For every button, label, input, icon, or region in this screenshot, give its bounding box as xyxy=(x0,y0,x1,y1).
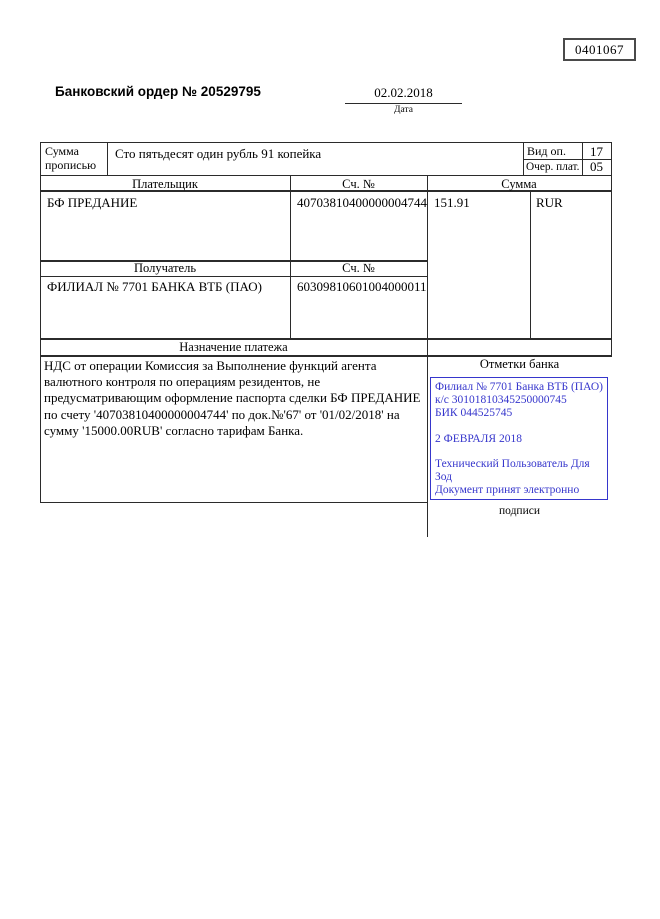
amount-words-label: Сумма прописью xyxy=(45,144,97,172)
table-grid-line xyxy=(523,142,524,175)
amount-header: Сумма xyxy=(501,177,537,191)
recipient-header: Получатель xyxy=(133,261,197,275)
recipient-name: ФИЛИАЛ № 7701 БАНКА ВТБ (ПАО) xyxy=(47,279,262,294)
amount-value: 151.91 xyxy=(434,195,470,210)
recipient-account: 60309810601004000011 xyxy=(297,279,427,294)
payment-priority-value: 05 xyxy=(590,159,603,174)
purpose-text: НДС от операции Комиссия за Выполнение функций агента валютного контроля по операциям резидентов, не предусматривающим оформление паспорта сделки БФ ПРЕДАНИЕ по счету '40703810400000004744' по док.№'67' от '01/02/2018' на сумму '15000.00RUB' согласно тарифам Банка. xyxy=(44,358,421,438)
recipient-account-header: Сч. № xyxy=(342,261,375,275)
table-grid-line xyxy=(40,142,612,143)
amount-currency: RUR xyxy=(536,195,563,210)
table-grid-line xyxy=(40,276,427,277)
payer-name: БФ ПРЕДАНИЕ xyxy=(47,195,138,210)
payer-header: Плательщик xyxy=(132,177,198,191)
bank-stamp: Филиал № 7701 Банка ВТБ (ПАО) к/с 30101810345250000745 БИК 044525745 2 ФЕВРАЛЯ 2018 Технический Пользователь Для Зод Документ принят электронно xyxy=(430,377,608,500)
table-grid-line xyxy=(40,142,41,503)
table-grid-line xyxy=(427,175,428,537)
signatures-label: подписи xyxy=(499,505,540,517)
amount-words-value: Сто пятьдесят один рубль 91 копейка xyxy=(115,146,322,161)
table-grid-line xyxy=(40,175,612,176)
bank-marks-header: Отметки банка xyxy=(479,357,560,371)
table-grid-line xyxy=(290,175,291,338)
purpose-header: Назначение платежа xyxy=(179,340,288,354)
date-value: 02.02.2018 xyxy=(374,85,433,100)
payer-account-header: Сч. № xyxy=(342,177,375,191)
payer-account: 40703810400000004744 xyxy=(297,195,427,210)
operation-type-label: Вид оп. xyxy=(527,144,566,158)
document-title: Банковский ордер № 20529795 xyxy=(55,84,261,99)
date-underline xyxy=(345,103,462,104)
payment-priority-label: Очер. плат. xyxy=(526,161,580,173)
table-grid-line xyxy=(40,502,428,503)
table-grid-line xyxy=(530,190,531,338)
form-code-box xyxy=(563,38,636,61)
table-grid-line xyxy=(107,142,108,175)
date-label: Дата xyxy=(394,105,413,115)
table-grid-line xyxy=(611,142,612,356)
form-code: 0401067 xyxy=(575,41,624,57)
operation-type-value: 17 xyxy=(590,144,603,159)
